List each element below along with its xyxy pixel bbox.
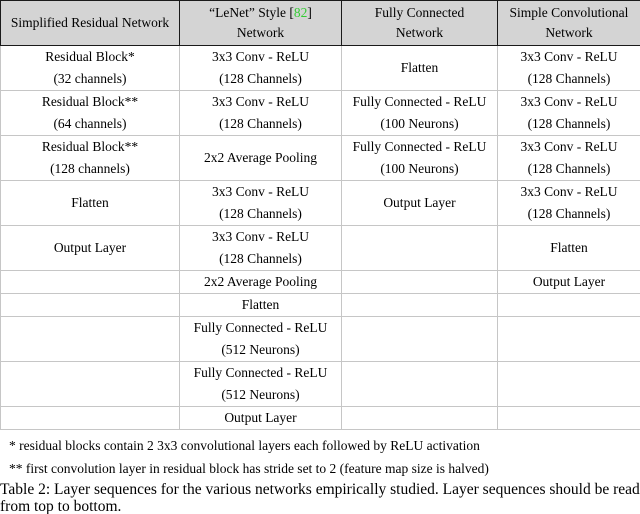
layer-cell (1, 181, 180, 226)
layer-cell (498, 181, 640, 226)
layer-text: (128 Channels) (219, 116, 302, 131)
layer-text: 3x3 Conv - ReLU (211, 184, 310, 199)
layer-cell (342, 271, 498, 294)
layer-cell (180, 317, 342, 362)
layer-cell (498, 136, 640, 181)
table-row (1, 91, 640, 136)
layer-text: (128 Channels) (527, 71, 611, 86)
header-text: Fully Connected (374, 5, 465, 20)
footnote-stride: ** first convolution layer in residual block has stride set to 2 (feature map size is halved) (9, 461, 489, 476)
layer-cell (342, 91, 498, 136)
layer-text: (128 Channels) (219, 71, 302, 86)
layer-cell (498, 362, 640, 407)
layer-cell (498, 317, 640, 362)
col-header-simple-convolutional-network (498, 1, 640, 46)
layer-text: Output Layer (53, 240, 127, 255)
layer-cell (498, 271, 640, 294)
col-header-simplified-residual-network (1, 1, 180, 46)
layer-cell (1, 226, 180, 271)
col-header-lenet-style-network (180, 1, 342, 46)
layer-cell (498, 46, 640, 91)
table-row (1, 136, 640, 181)
layer-text: Output Layer (383, 195, 456, 210)
layer-cell (180, 294, 342, 317)
layer-text: 3x3 Conv - ReLU (211, 49, 310, 64)
layer-text: (128 Channels) (219, 251, 302, 266)
layer-cell (1, 407, 180, 430)
table-row (1, 226, 640, 271)
layer-text: Flatten (71, 195, 109, 210)
header-text: Network (236, 25, 285, 40)
table-row (1, 317, 640, 362)
layer-cell (1, 317, 180, 362)
layer-cell (1, 91, 180, 136)
table-row (1, 46, 640, 91)
layer-text: Fully Connected - ReLU (352, 94, 487, 109)
header-text: Simplified Residual Network (10, 15, 170, 30)
layer-text: (128 Channels) (527, 116, 611, 131)
citation-link-82[interactable]: 82 (293, 5, 308, 20)
layer-cell (342, 136, 498, 181)
header-row (1, 1, 640, 46)
header-text: Simple Convolutional (509, 5, 629, 20)
layer-text: 3x3 Conv - ReLU (520, 184, 618, 199)
layer-cell (180, 46, 342, 91)
layer-cell (180, 181, 342, 226)
header-text: Network (545, 25, 593, 40)
table-row (1, 271, 640, 294)
layer-text: Output Layer (224, 410, 297, 425)
layer-cell (1, 46, 180, 91)
layer-cell (342, 46, 498, 91)
layer-cell (498, 294, 640, 317)
layer-text: (64 channels) (53, 116, 127, 131)
layer-cell (180, 271, 342, 294)
table-caption: Table 2: Layer sequences for the various networks empirically studied. Layer sequences should be read from top to bottom. (0, 481, 640, 514)
layer-text: (100 Neurons) (380, 161, 459, 176)
layer-text: Flatten (400, 60, 439, 75)
layer-text: 3x3 Conv - ReLU (520, 94, 618, 109)
layer-cell (1, 294, 180, 317)
table-row (1, 181, 640, 226)
layer-text: Fully Connected - ReLU (193, 320, 328, 335)
layer-cell (180, 91, 342, 136)
layer-text: Residual Block** (41, 94, 139, 109)
table-row (1, 362, 640, 407)
layer-text: (128 Channels) (219, 206, 302, 221)
layer-cell (342, 362, 498, 407)
header-text-part: ] (307, 5, 312, 20)
table-header (1, 1, 640, 46)
layer-text: (128 Channels) (527, 161, 611, 176)
footnote-residual-blocks: * residual blocks contain 2 3x3 convolutional layers each followed by ReLU activation (9, 438, 480, 453)
layer-text: Fully Connected - ReLU (193, 365, 328, 380)
layer-cell (180, 226, 342, 271)
layer-cell (1, 362, 180, 407)
layer-cell (498, 226, 640, 271)
layer-text: 3x3 Conv - ReLU (211, 94, 310, 109)
layer-cell (180, 362, 342, 407)
header-text-part: “LeNet” Style [ (209, 5, 294, 20)
layer-text: Output Layer (532, 274, 606, 289)
layer-text: Flatten (550, 240, 588, 255)
layer-text: Residual Block* (45, 49, 135, 64)
layer-text: 3x3 Conv - ReLU (520, 49, 618, 64)
table-row (1, 407, 640, 430)
layer-cell (342, 181, 498, 226)
layer-text: Flatten (241, 297, 280, 312)
layer-text: Fully Connected - ReLU (352, 139, 487, 154)
layer-cell (180, 136, 342, 181)
layer-text: (512 Neurons) (221, 342, 300, 357)
layer-text: (512 Neurons) (221, 387, 300, 402)
layer-text: (32 channels) (53, 71, 127, 86)
layer-cell (342, 407, 498, 430)
layer-cell (342, 317, 498, 362)
layer-cell (180, 407, 342, 430)
table-body (1, 46, 640, 430)
col-header-fully-connected-network (342, 1, 498, 46)
layer-cell (498, 91, 640, 136)
layer-cell (342, 226, 498, 271)
footnotes (0, 430, 640, 478)
layer-cell (342, 294, 498, 317)
layer-cell (1, 136, 180, 181)
layer-text: (100 Neurons) (380, 116, 459, 131)
header-text: Network (395, 25, 444, 40)
layer-text: 2x2 Average Pooling (204, 274, 317, 289)
header-text (182, 3, 339, 23)
layer-text: (128 channels) (50, 161, 130, 176)
layer-text: 2x2 Average Pooling (204, 150, 317, 165)
layer-cell (1, 271, 180, 294)
layer-text: 3x3 Conv - ReLU (211, 229, 310, 244)
layer-text: 3x3 Conv - ReLU (520, 139, 618, 154)
layer-text: Residual Block** (41, 139, 139, 154)
layer-text: (128 Channels) (527, 206, 611, 221)
table-row (1, 294, 640, 317)
layer-cell (498, 407, 640, 430)
